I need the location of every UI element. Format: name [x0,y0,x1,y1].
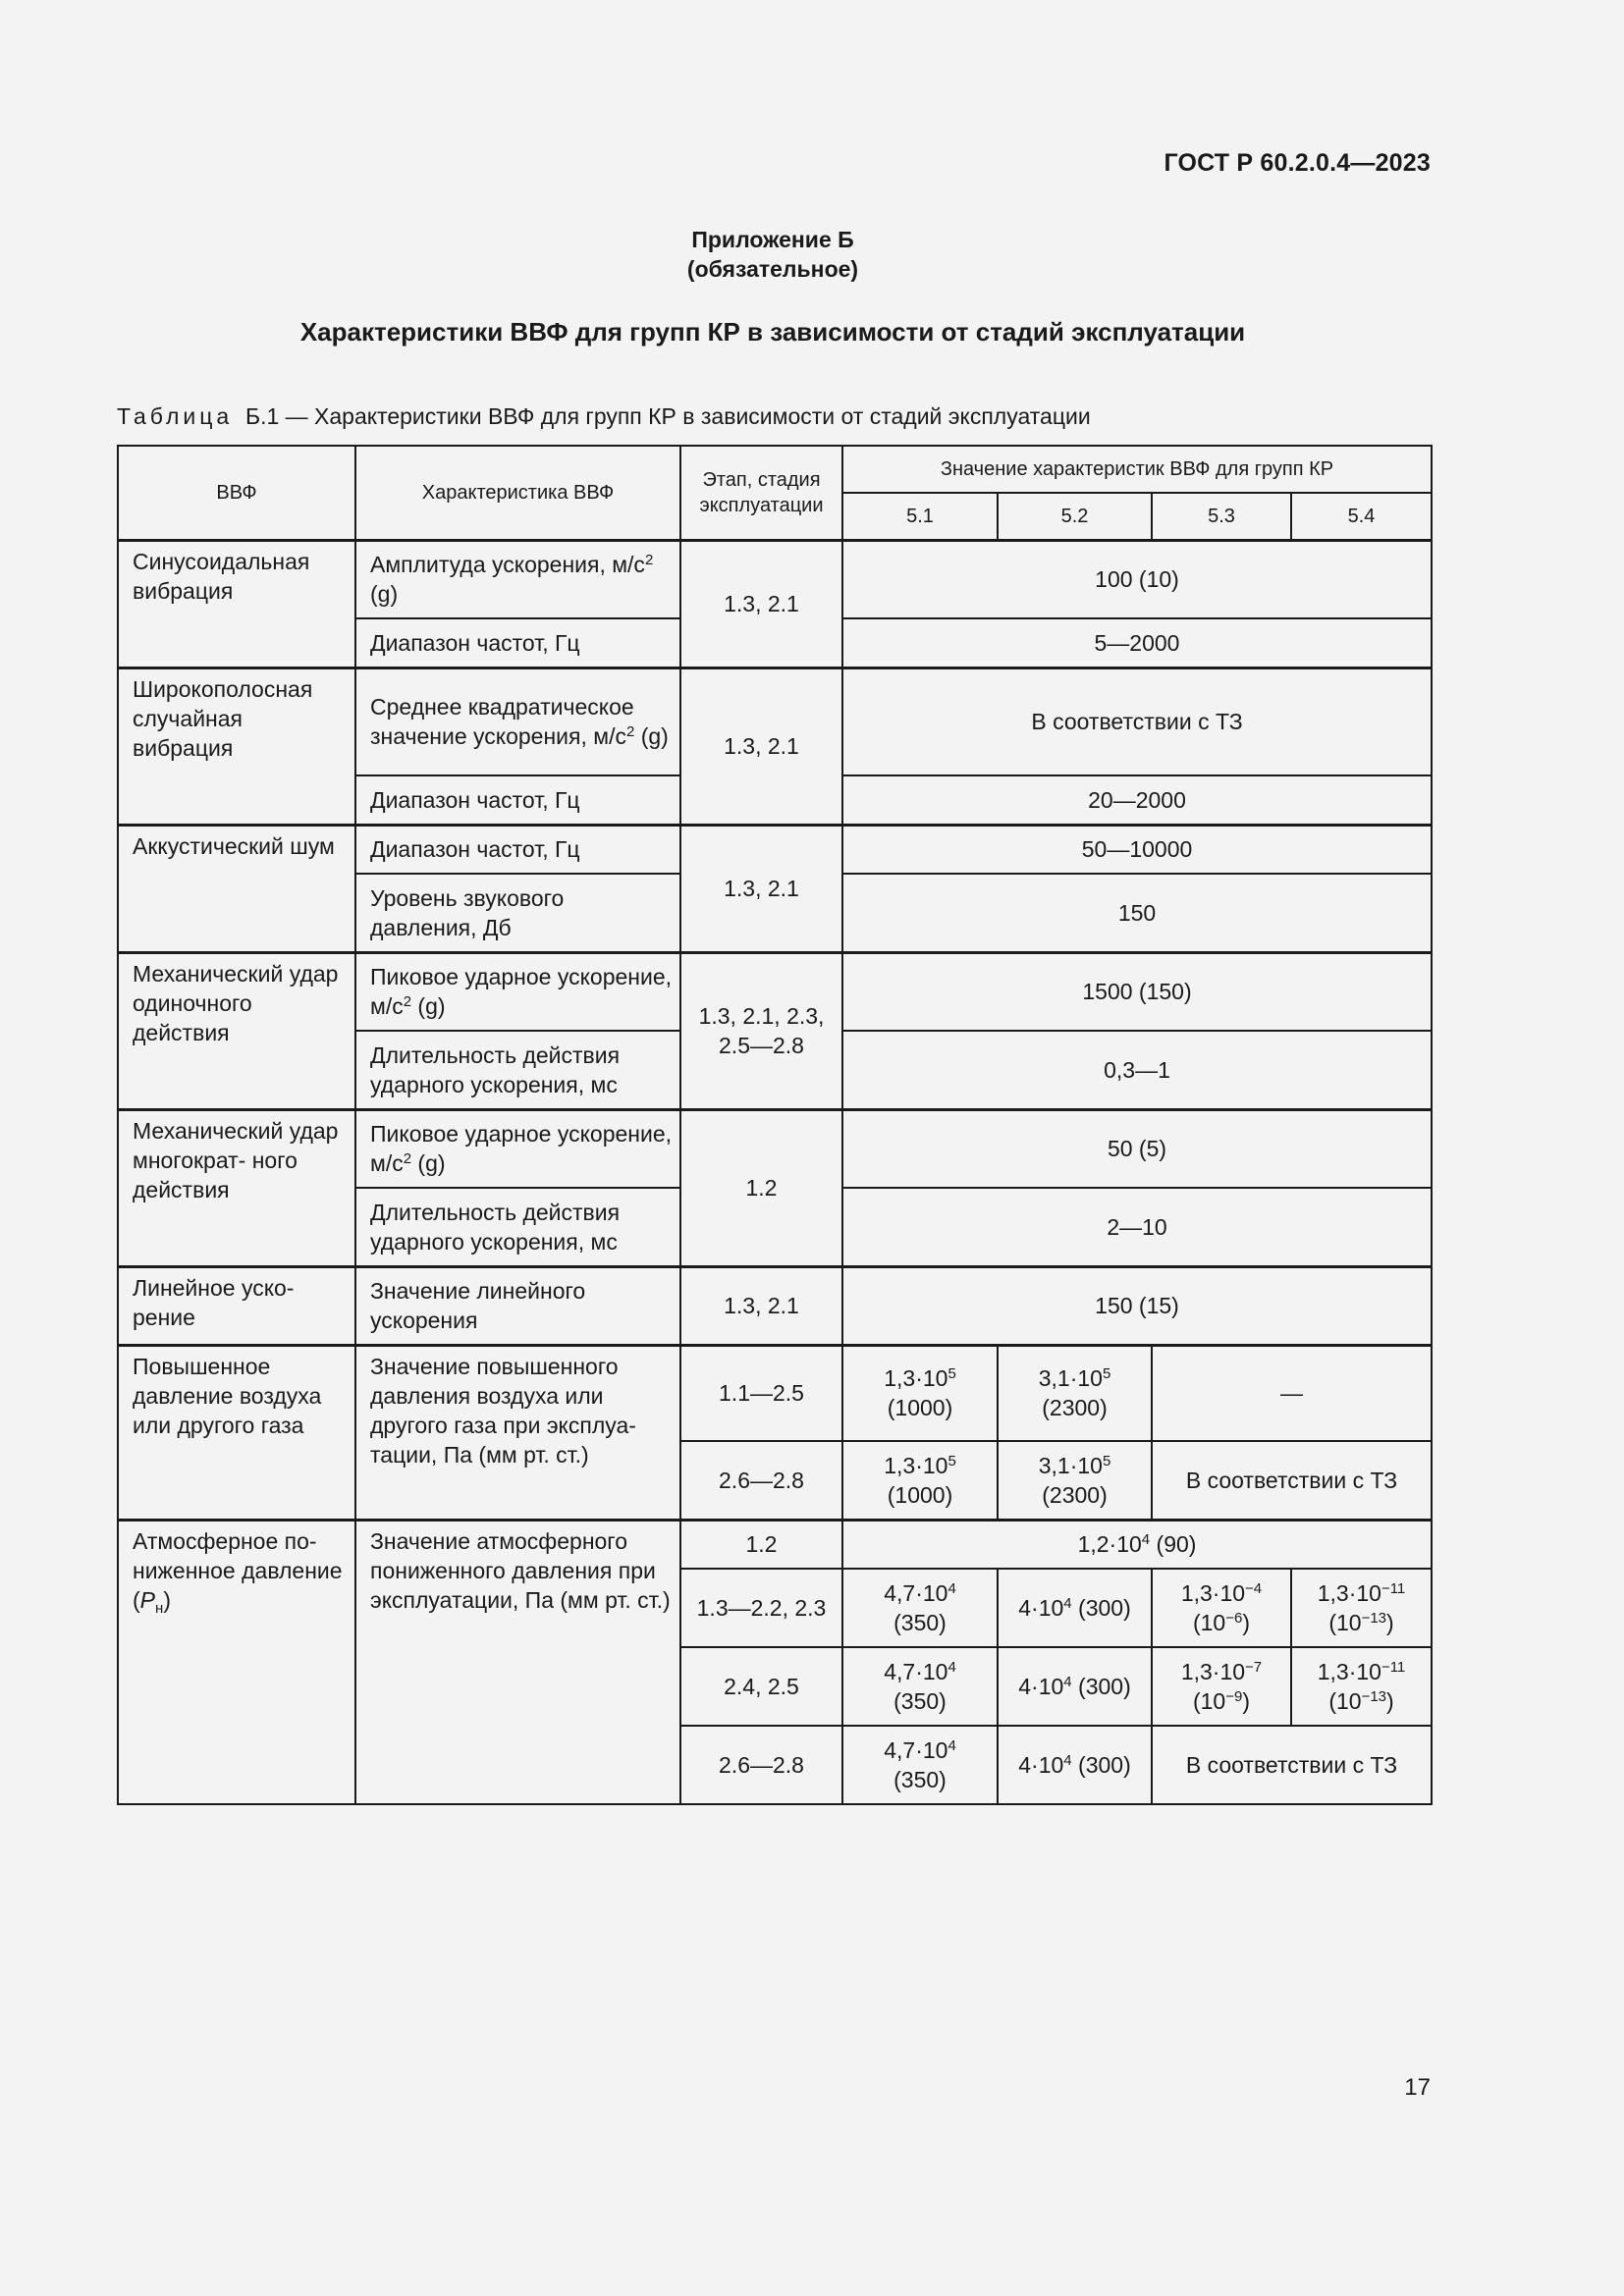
characteristic-text: Пиковое ударное ускорение, м/с [370,1121,673,1177]
value-cell-5-2 [998,1647,1152,1726]
value-cell [842,1520,1432,1569]
value-mmhg-close: ) [1386,1688,1394,1714]
value-cell-5-1 [842,1345,998,1441]
appendix-label: Приложение Б [691,227,854,252]
exponent: 4 [1063,1595,1072,1612]
value-base: 1,3·10 [884,1452,948,1478]
value-cell-5-1 [842,1726,998,1804]
value-cell: 50 (5) [842,1109,1432,1188]
vvf-cell: Синусоидальная вибрация [118,540,355,667]
value-cell: 100 (10) [842,540,1432,618]
characteristic-cell [355,1109,680,1188]
value-cell: 150 (15) [842,1266,1432,1345]
value-mmhg: (2300) [1042,1481,1108,1508]
value-cell-5-3-5-4: — [1152,1345,1432,1441]
table-row [118,1345,1432,1441]
vvf-cell [118,1520,355,1804]
exponent: 4 [947,1737,956,1754]
exponent: 4 [1063,1752,1072,1769]
value-mmhg: (10 [1192,1688,1226,1714]
characteristic-cell: Значение атмосферного пониженного давления при эксплуатации, Па (мм рт. ст.) [355,1520,680,1804]
header-group-5-1: 5.1 [842,493,998,540]
vvf-cell: Повышенное давление воздуха или другого газа [118,1345,355,1520]
value-base: 1,3·10 [884,1365,948,1392]
table-caption [117,403,1091,430]
table-row [118,825,1432,874]
vvf-cell: Аккустический шум [118,825,355,952]
vvf-cell: Линейное уско- рение [118,1266,355,1345]
vvf-cell: Широкополосная случайная вибрация [118,667,355,825]
value-cell-5-2 [998,1569,1152,1647]
exponent: 2 [403,993,412,1011]
stage-cell: 1.3, 2.1 [680,825,842,952]
exponent: −13 [1361,1610,1387,1627]
exponent: 5 [1102,1365,1111,1383]
stage-cell: 1.3—2.2, 2.3 [680,1569,842,1647]
characteristic-unit: (g) [411,1150,446,1177]
value-base: 4,7·10 [884,1659,948,1684]
vvf-cell: Механический удар многократ- ного действия [118,1109,355,1266]
page-number: 17 [1404,2074,1431,2101]
value-cell-5-1 [842,1647,998,1726]
document-code: ГОСТ Р 60.2.0.4—2023 [1164,149,1431,177]
value-cell-5-3 [1152,1569,1291,1647]
characteristic-cell [355,540,680,618]
value-cell-5-3-5-4: В соответствии с ТЗ [1152,1441,1432,1520]
table-row [118,540,1432,618]
value-mmhg: (90) [1150,1531,1197,1558]
value-base: 3,1·10 [1038,1365,1103,1392]
value-mmhg: (10 [1328,1688,1362,1714]
value-base: 1,3·10 [1180,1659,1246,1684]
value-cell-5-2 [998,1345,1152,1441]
value-base: 4·10 [1018,1674,1064,1699]
stage-cell: 1.3, 2.1 [680,540,842,667]
value-mmhg: (350) [893,1767,947,1792]
header-vvf: ВВФ [118,446,355,540]
stage-cell: 1.2 [680,1520,842,1569]
exponent: 2 [644,552,654,569]
exponent: 4 [1141,1531,1151,1549]
value-base: 4,7·10 [884,1580,948,1606]
exponent: 5 [947,1365,956,1383]
exponent: 5 [947,1452,956,1469]
value-cell-5-3-5-4: В соответствии с ТЗ [1152,1726,1432,1804]
stage-cell: 2.6—2.8 [680,1726,842,1804]
characteristic-text: Среднее квадратическое значение ускорения, м/с [370,694,634,750]
value-cell: 20—2000 [842,775,1432,825]
characteristic-text: Пиковое ударное ускорение, м/с [370,964,673,1020]
stage-cell: 1.3, 2.1, 2.3, 2.5—2.8 [680,952,842,1109]
characteristic-cell: Уровень звукового давления, Дб [355,874,680,952]
table-row [118,1520,1432,1569]
value-cell-5-2 [998,1441,1152,1520]
value-mmhg: (300) [1071,1752,1131,1778]
value-mmhg-close: ) [1386,1610,1394,1635]
table-row [118,667,1432,775]
table-row [118,1109,1432,1188]
exponent: −13 [1361,1688,1387,1705]
header-characteristic: Характеристика ВВФ [355,446,680,540]
value-mmhg: (350) [893,1610,947,1635]
characteristic-cell: Диапазон частот, Гц [355,775,680,825]
value-base: 1,3·10 [1317,1659,1381,1684]
characteristic-cell: Значение повышенного давления воздуха или другого газа при эксплуа- тации, Па (мм рт. ст.) [355,1345,680,1520]
characteristic-cell [355,667,680,775]
table-caption-label: Таблица [117,403,234,429]
characteristic-cell: Значение линейного ускорения [355,1266,680,1345]
exponent: −7 [1245,1659,1263,1676]
value-base: 4·10 [1018,1752,1064,1778]
value-mmhg: (300) [1071,1674,1131,1699]
value-base: 1,2·10 [1077,1531,1142,1558]
vvf-cell: Механический удар одиночного действия [118,952,355,1109]
characteristic-cell: Длительность действия ударного ускорения, мс [355,1188,680,1266]
value-cell: 5—2000 [842,618,1432,667]
header-group-5-4: 5.4 [1291,493,1432,540]
stage-cell: 2.6—2.8 [680,1441,842,1520]
exponent: 4 [947,1659,956,1676]
stage-cell: 1.1—2.5 [680,1345,842,1441]
exponent: 2 [403,1150,412,1168]
exponent: −9 [1225,1688,1243,1705]
stage-cell: 1.2 [680,1109,842,1266]
value-cell: 0,3—1 [842,1031,1432,1109]
characteristic-cell: Длительность действия ударного ускорения, мс [355,1031,680,1109]
value-cell: 2—10 [842,1188,1432,1266]
value-base: 3,1·10 [1038,1452,1103,1478]
value-cell: В соответствии с ТЗ [842,667,1432,775]
exponent: −6 [1225,1610,1243,1627]
exponent: 5 [1102,1452,1111,1469]
header-stage: Этап, стадия эксплуатации [680,446,842,540]
value-mmhg: (1000) [887,1481,953,1508]
characteristic-unit: (g) [411,993,446,1020]
exponent: −4 [1245,1580,1263,1597]
value-cell: 50—10000 [842,825,1432,874]
exponent: −11 [1380,1659,1406,1676]
vvf-close: ) [163,1586,171,1613]
characteristic-cell: Диапазон частот, Гц [355,825,680,874]
value-cell: 150 [842,874,1432,952]
value-base: 4·10 [1018,1595,1064,1621]
value-cell-5-1 [842,1441,998,1520]
characteristic-text: Амплитуда ускорения, м/с [370,552,645,578]
exponent: −11 [1380,1580,1406,1597]
table-row [118,1266,1432,1345]
value-cell-5-4 [1291,1569,1432,1647]
page-title: Характеристики ВВФ для групп КР в зависимости от стадий эксплуатации [299,317,1246,347]
characteristic-unit: (g) [634,723,669,750]
header-group-5-2: 5.2 [998,493,1152,540]
characteristics-table [117,445,1433,1805]
value-mmhg: (10 [1328,1610,1362,1635]
pressure-symbol: P [139,1586,156,1613]
header-values-group: Значение характеристик ВВФ для групп КР [842,446,1432,493]
appendix-status: (обязательное) [686,256,859,282]
value-mmhg: (2300) [1042,1395,1108,1421]
exponent: 2 [625,723,635,741]
table-row [118,952,1432,1031]
table-caption-text: Б.1 — Характеристики ВВФ для групп КР в зависимости от стадий эксплуатации [244,403,1091,429]
header-group-5-3: 5.3 [1152,493,1291,540]
value-cell-5-4 [1291,1647,1432,1726]
value-base: 1,3·10 [1317,1580,1381,1606]
characteristic-cell: Диапазон частот, Гц [355,618,680,667]
value-mmhg-close: ) [1242,1610,1251,1635]
table-header-row [118,446,1432,493]
value-mmhg: (300) [1071,1595,1131,1621]
value-cell: 1500 (150) [842,952,1432,1031]
characteristic-cell [355,952,680,1031]
value-mmhg: (1000) [887,1395,953,1421]
value-cell-5-3 [1152,1647,1291,1726]
exponent: 4 [947,1580,956,1597]
value-base: 1,3·10 [1180,1580,1246,1606]
value-cell-5-2 [998,1726,1152,1804]
value-mmhg: (10 [1192,1610,1226,1635]
appendix-heading [0,225,1545,284]
value-base: 4,7·10 [884,1737,948,1763]
exponent: 4 [1063,1674,1072,1690]
stage-cell: 1.3, 2.1 [680,667,842,825]
vvf-text: Атмосферное по- ниженное давление ( [133,1527,343,1613]
value-cell-5-1 [842,1569,998,1647]
characteristic-unit: (g) [370,581,399,608]
pressure-subscript: н [155,1599,164,1617]
value-mmhg: (350) [893,1688,947,1714]
stage-cell: 2.4, 2.5 [680,1647,842,1726]
value-mmhg-close: ) [1242,1688,1251,1714]
stage-cell: 1.3, 2.1 [680,1266,842,1345]
